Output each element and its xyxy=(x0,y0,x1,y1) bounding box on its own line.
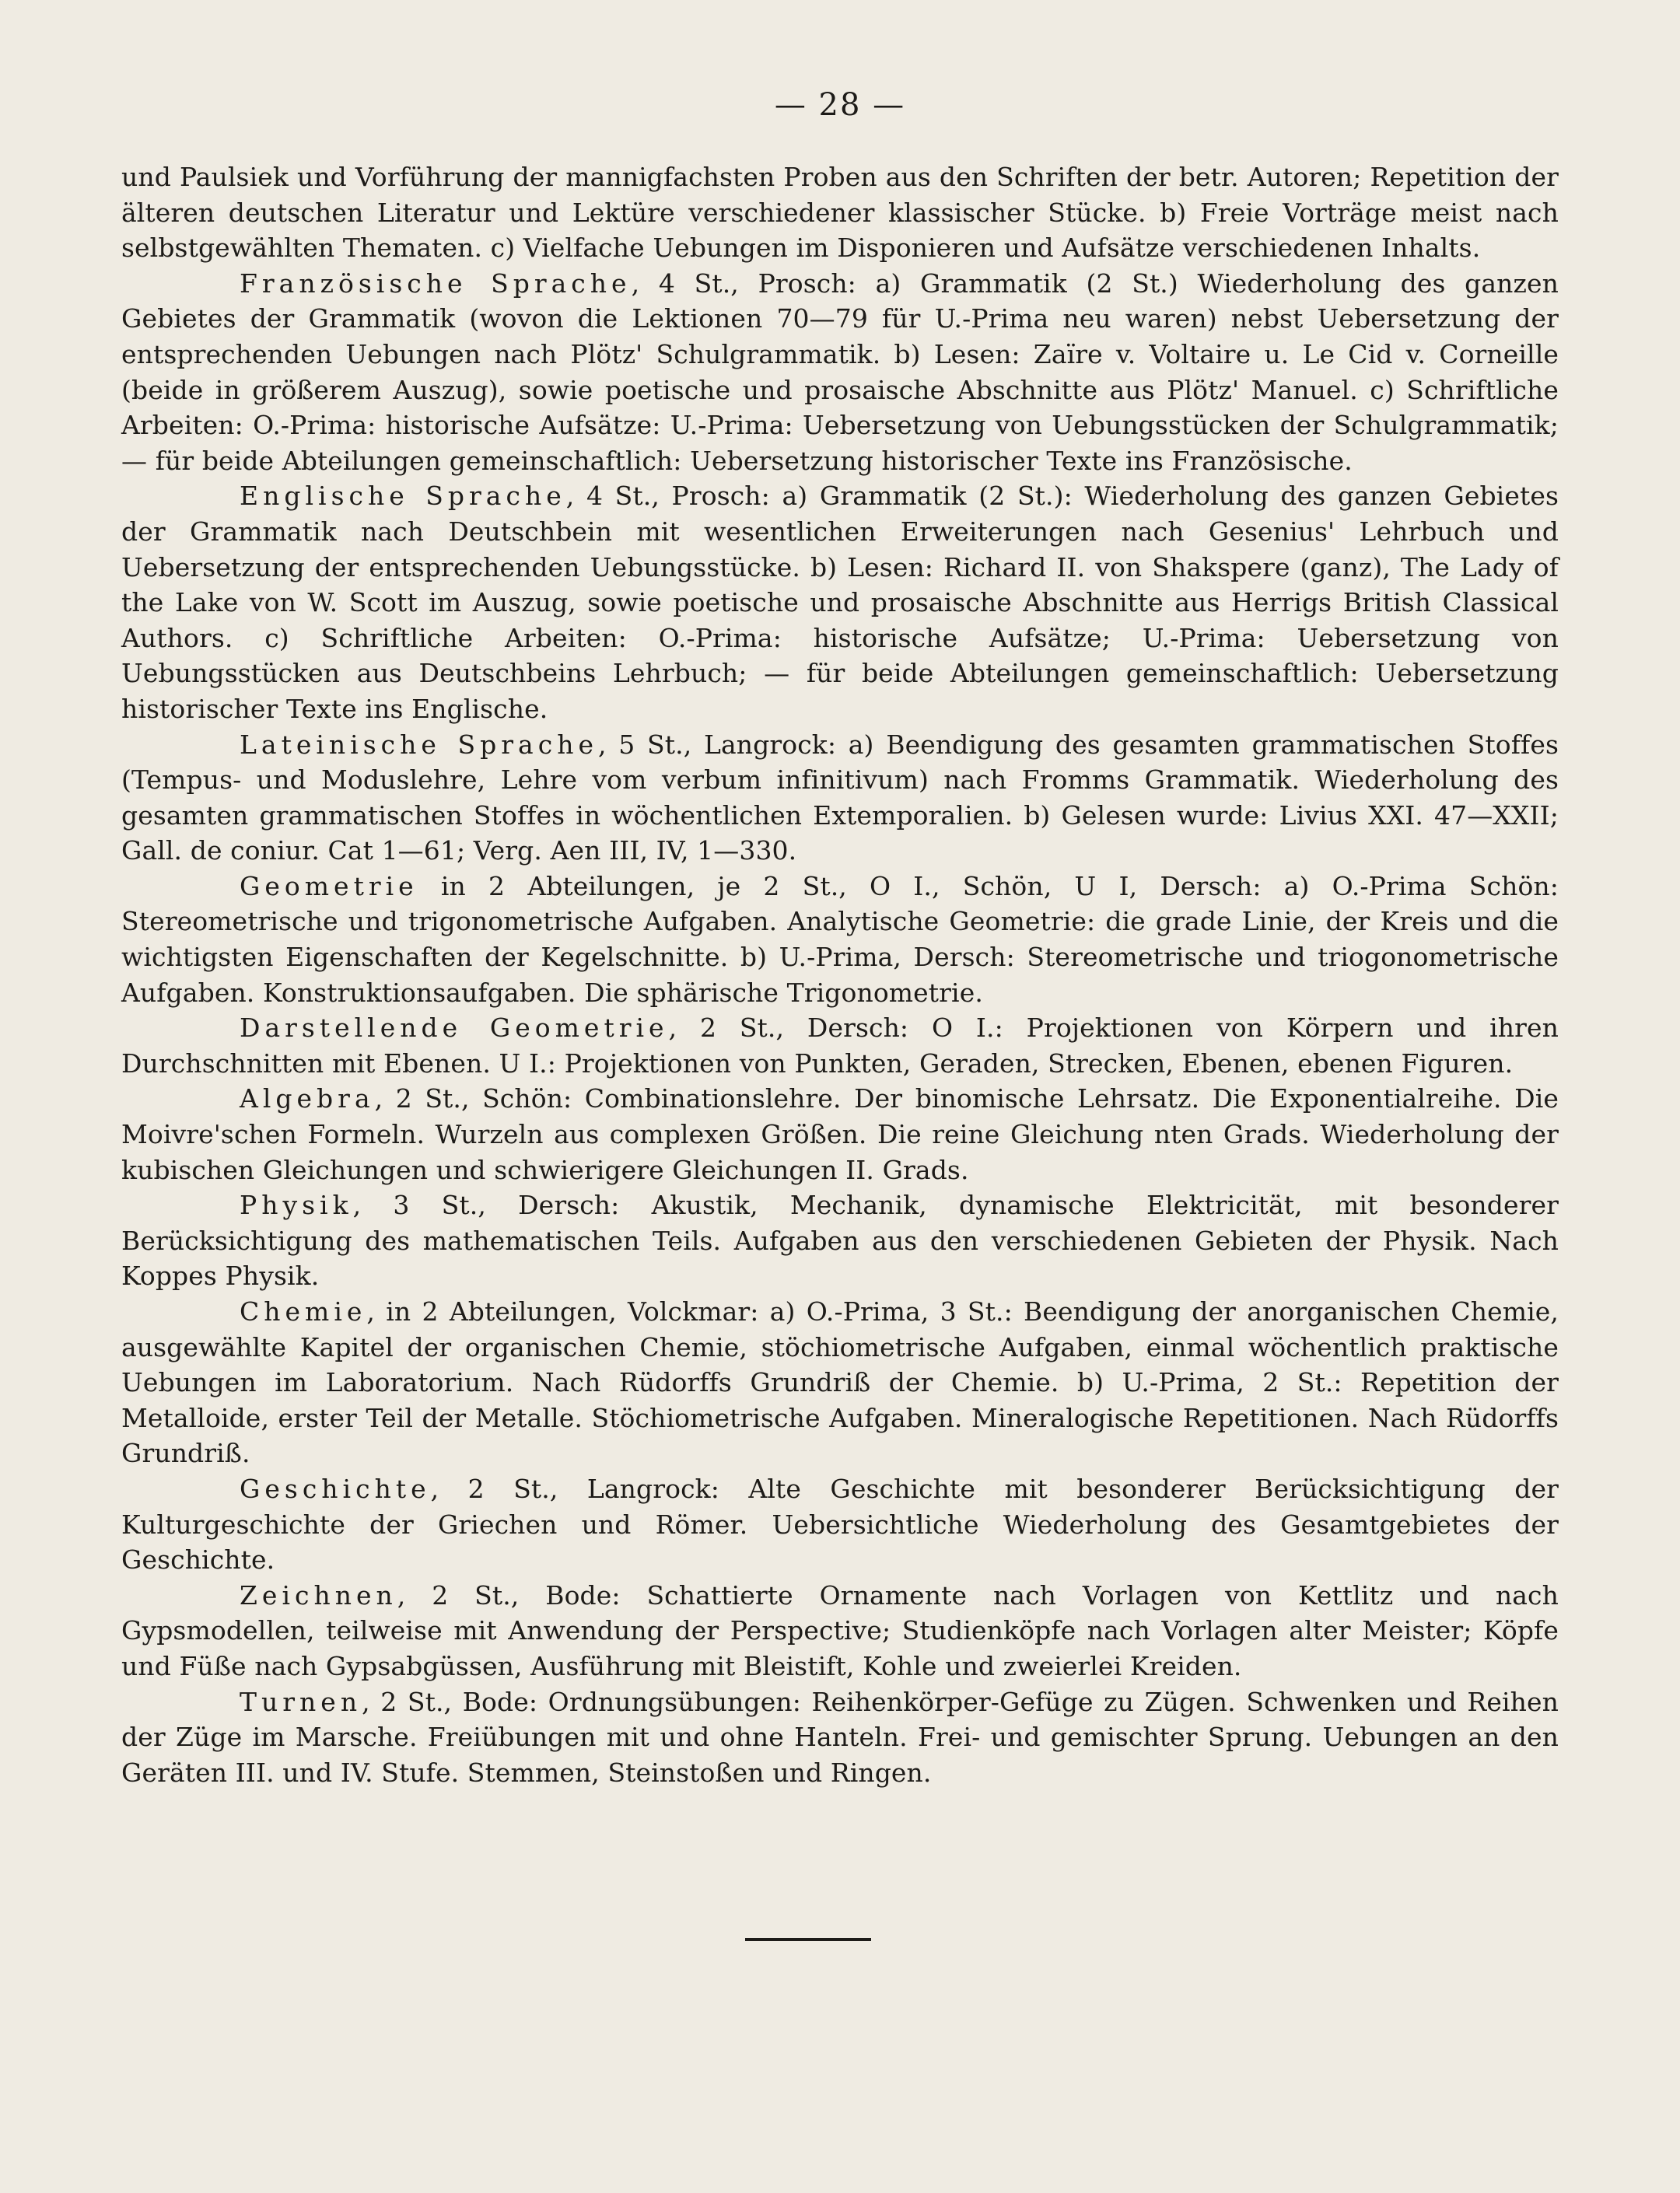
paragraph-geometrie xyxy=(121,869,1559,1010)
paragraph-text: , 2 St., Bode: Ordnungsübungen: Reihenkörper-Gefüge zu Zügen. Schwenken und Reihen der Züge im Marsche. Freiübungen mit und ohne Hanteln. Frei- und gemischter Sprung. Uebungen an den Geräten III. und IV. Stufe. Stemmen, Steinstoßen und Ringen. xyxy=(121,1686,1559,1788)
paragraph-physik xyxy=(121,1187,1559,1294)
subject-heading: Geometrie xyxy=(240,870,418,901)
subject-heading: Lateinische Sprache xyxy=(240,729,598,760)
paragraph-algebra xyxy=(121,1081,1559,1187)
paragraph-text: , 4 St., Prosch: a) Grammatik (2 St.) Wiederholung des ganzen Gebietes der Grammatik (wovon die Lektionen 70—79 für U.-Prima neu waren) nebst Uebersetzung der entsprechenden Uebungen nach Plötz' Schulgrammatik. b) Lesen: Zaïre v. Voltaire u. Le Cid v. Corneille (beide in größerem Auszug), sowie poetische und prosaische Abschnitte aus Plötz' Manuel. c) Schriftliche Arbeiten: O.-Prima: historische Aufsätze: U.-Prima: Uebersetzung von Uebungsstücken der Schulgrammatik; — für beide Abteilungen gemeinschaftlich: Uebersetzung historischer Texte ins Französische. xyxy=(121,268,1559,476)
paragraph-text: , 5 St., Langrock: a) Beendigung des gesamten grammatischen Stoffes (Tempus- und Moduslehre, Lehre vom verbum infinitivum) nach Fromms Grammatik. Wiederholung des gesamten grammatischen Stoffes in wöchentlichen Extemporalien. b) Gelesen wurde: Livius XXI. 47—XXII; Gall. de coniur. Cat 1—61; Verg. Aen III, IV, 1—330. xyxy=(121,729,1559,866)
subject-heading: Zeichnen xyxy=(240,1579,397,1611)
paragraph-chemie xyxy=(121,1294,1559,1471)
closing-rule xyxy=(745,1938,871,1941)
subject-heading: Physik xyxy=(240,1190,353,1221)
subject-heading: Chemie xyxy=(240,1296,367,1327)
paragraph-latein xyxy=(121,727,1559,869)
paragraph-geschichte xyxy=(121,1471,1559,1578)
paragraph-turnen xyxy=(121,1684,1559,1791)
paragraph-zeichnen xyxy=(121,1578,1559,1684)
paragraph-text: , 2 St., Langrock: Alte Geschichte mit besonderer Berücksichtigung der Kulturgeschichte der Griechen und Römer. Uebersichtliche Wiederholung des Gesamtgebietes der Geschichte. xyxy=(121,1473,1559,1576)
subject-heading: Englische Sprache xyxy=(240,481,566,512)
paragraph-englisch xyxy=(121,478,1559,726)
body-text xyxy=(121,159,1559,1790)
paragraph-text: und Paulsiek und Vorführung der mannigfachsten Proben aus den Schriften der betr. Autoren; Repetition der älteren deutschen Literatur und Lektüre verschiedener klassischer Stücke. b) Freie Vorträge meist nach selbstgewählten Thematen. c) Vielfache Uebungen im Disponieren und Aufsätze verschiedenen Inhalts. xyxy=(121,162,1559,264)
paragraph-text: , 4 St., Prosch: a) Grammatik (2 St.): Wiederholung des ganzen Gebietes der Grammatik nach Deutschbein mit wesentlichen Erweiterungen nach Gesenius' Lehrbuch und Uebersetzung der entsprechenden Uebungsstücke. b) Lesen: Richard II. von Shakspere (ganz), The Lady of the Lake von W. Scott im Auszug, sowie poetische und prosaische Abschnitte aus Herrigs British Classical Authors. c) Schriftliche Arbeiten: O.-Prima: historische Aufsätze; U.-Prima: Uebersetzung von Uebungsstücken aus Deutschbeins Lehrbuch; — für beide Abteilungen gemeinschaftlich: Uebersetzung historischer Texte ins Englische. xyxy=(121,481,1559,724)
paragraph-text: , in 2 Abteilungen, Volckmar: a) O.-Prima, 3 St.: Beendigung der anorganischen Chemie, ausgewählte Kapitel der organischen Chemie, stöchiometrische Aufgaben, einmal wöchentlich praktische Uebungen im Laboratorium. Nach Rüdorffs Grundriß der Chemie. b) U.-Prima, 2 St.: Repetition der Metalloide, erster Teil der Metalle. Stöchiometrische Aufgaben. Mineralogische Repetitionen. Nach Rüdorffs Grundriß. xyxy=(121,1296,1559,1469)
subject-heading: Geschichte xyxy=(240,1473,431,1504)
subject-heading: Darstellende Geometrie xyxy=(240,1013,669,1044)
paragraph-text: , 2 St., Dersch: O I.: Projektionen von Körpern und ihren Durchschnitten mit Ebenen. U I.: Projektionen von Punkten, Geraden, Strecken, Ebenen, ebenen Figuren. xyxy=(121,1013,1559,1079)
subject-heading: Französische Sprache xyxy=(240,268,632,299)
paragraph-text: , 2 St., Bode: Schattierte Ornamente nach Vorlagen von Kettlitz und nach Gypsmodellen, teilweise mit Anwendung der Perspective; Studienköpfe nach Vorlagen alter Meister; Köpfe und Füße nach Gypsabgüssen, Ausführung mit Bleistift, Kohle und zweierlei Kreiden. xyxy=(121,1579,1559,1681)
paragraph-text: , 3 St., Dersch: Akustik, Mechanik, dynamische Elektricität, mit besonderer Berücksichtigung des mathematischen Teils. Aufgaben aus den verschiedenen Gebieten der Physik. Nach Koppes Physik. xyxy=(121,1190,1559,1292)
paragraph-text: in 2 Abteilungen, je 2 St., O I., Schön, U I, Dersch: a) O.-Prima Schön: Stereometrische und trigonometrische Aufgaben. Analytische Geometrie: die grade Linie, der Kreis und die wichtigsten Eigenschaften der Kegelschnitte. b) U.-Prima, Dersch: Stereometrische und triogonometrische Aufgaben. Konstruktionsaufgaben. Die sphärische Trigonometrie. xyxy=(121,870,1559,1008)
paragraph-darstellende-geometrie xyxy=(121,1010,1559,1081)
page-number: — 28 — xyxy=(774,87,906,123)
subject-heading: Turnen xyxy=(240,1686,362,1717)
paragraph-deutsch-continued xyxy=(121,159,1559,266)
subject-heading: Algebra xyxy=(240,1083,375,1114)
paragraph-text: , 2 St., Schön: Combinationslehre. Der binomische Lehrsatz. Die Exponentialreihe. Die Moivre'schen Formeln. Wurzeln aus complexen Größen. Die reine Gleichung nten Grads. Wiederholung der kubischen Gleichungen und schwierigere Gleichungen II. Grads. xyxy=(121,1083,1559,1185)
paragraph-franzoesisch xyxy=(121,266,1559,479)
